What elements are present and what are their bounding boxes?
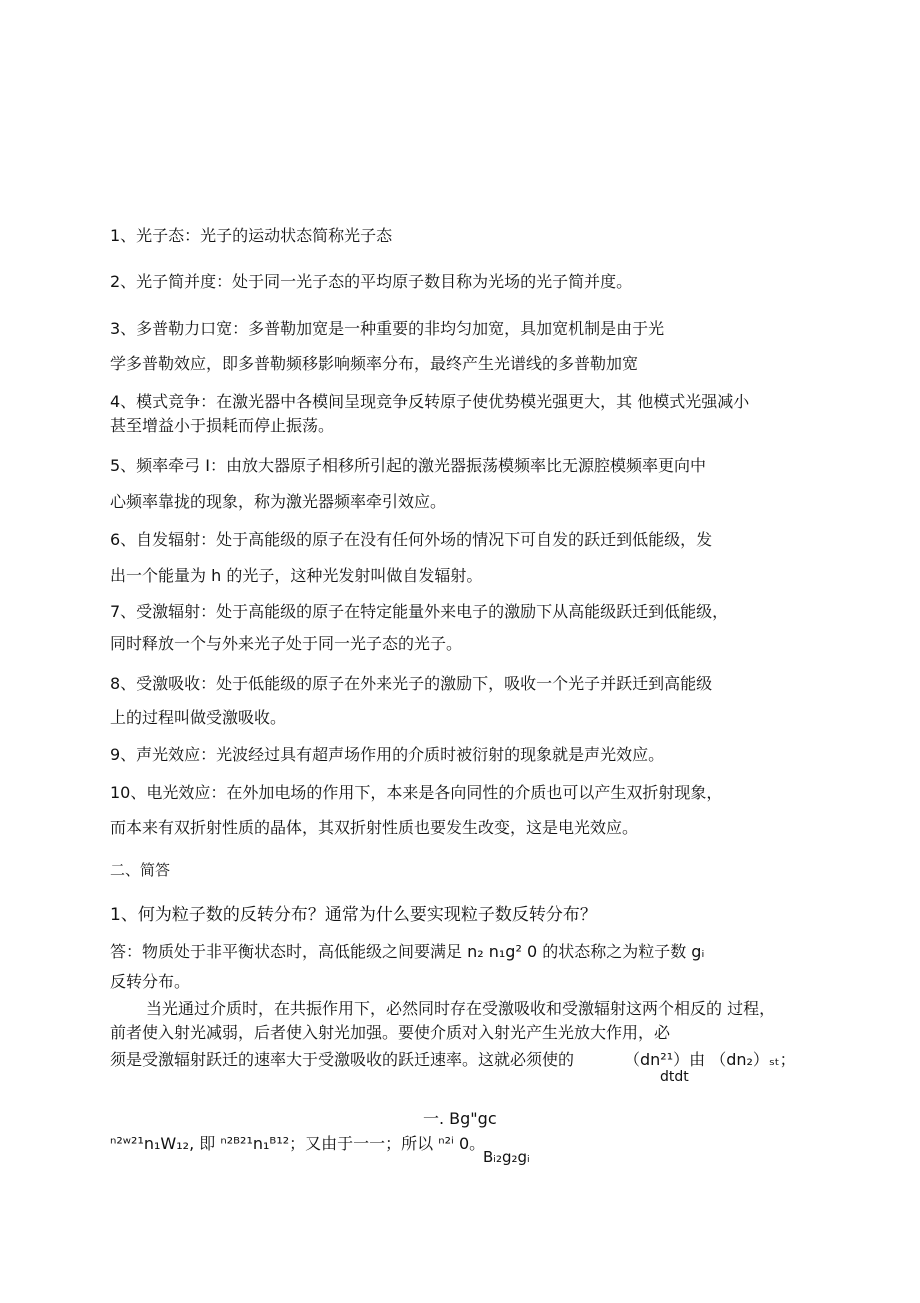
answer-line-2: 反转分布。: [110, 972, 191, 991]
definition-line-4b: 甚至增益小于损耗而停止振荡。: [110, 416, 335, 435]
answer-line-4: 前者使入射光减弱，后者使入射光加强。要使介质对入射光产生光放大作用，必: [110, 1023, 671, 1042]
section-title: 二、简答: [110, 861, 171, 879]
question-title: 1、何为粒子数的反转分布？通常为什么要实现粒子数反转分布？: [110, 905, 597, 925]
definition-line-7a: 7、受激辐射：处于高能级的原子在特定能量外来电子的激励下从高能级跃迁到低能级，: [110, 602, 729, 621]
answer-line-3: 当光通过介质时，在共振作用下，必然同时存在受激吸收和受激辐射这两个相反的 过程，: [146, 999, 776, 1018]
definition-line-8b: 上的过程叫做受激吸收。: [110, 708, 287, 727]
answer-line-5-formula: （dn²¹）由 （dn₂）ₛₜ；: [624, 1050, 796, 1069]
formula-main: ⁿ²ʷ²¹n₁W₁₂, 即 ⁿ²ᴮ²¹n₁ᴮ¹²；又由于一一；所以 ⁿ²ⁱ 0。: [110, 1134, 486, 1153]
formula-top: 一. Bg"gc: [423, 1109, 497, 1128]
answer-line-5-subscript: dtdt: [660, 1069, 689, 1085]
definition-line-9: 9、声光效应：光波经过具有超声场作用的介质时被衍射的现象就是声光效应。: [110, 745, 665, 764]
definition-line-10b: 而本来有双折射性质的晶体，其双折射性质也要发生改变，这是电光效应。: [110, 818, 639, 837]
definition-line-7b: 同时释放一个与外来光子处于同一光子态的光子。: [110, 634, 463, 653]
answer-line-5: 须是受激辐射跃迁的速率大于受激吸收的跃迁速率。这就必须使的: [110, 1050, 575, 1069]
definition-line-6b: 出一个能量为 h 的光子，这种光发射叫做自发辐射。: [110, 566, 483, 585]
formula-bottom: Bᵢ₂g₂gᵢ: [483, 1148, 530, 1166]
definition-line-6a: 6、自发辐射：处于高能级的原子在没有任何外场的情况下可自发的跃迁到低能级，发: [110, 530, 713, 549]
definition-line-3a: 3、多普勒力口宽：多普勒加宽是一种重要的非均匀加宽，具加宽机制是由于光: [110, 319, 665, 338]
definition-line-5b: 心频率靠拢的现象，称为激光器频率牵引效应。: [110, 492, 447, 511]
definition-line-10a: 10、电光效应：在外加电场的作用下，本来是各向同性的介质也可以产生双折射现象，: [110, 783, 723, 802]
definition-line-8a: 8、受激吸收：处于低能级的原子在外来光子的激励下，吸收一个光子并跃迁到高能级: [110, 674, 713, 693]
definition-line-3b: 学多普勒效应，即多普勒频移影响频率分布，最终产生光谱线的多普勒加宽: [110, 354, 639, 373]
definition-line-5a: 5、频率牵弓 I：由放大器原子相移所引起的激光器振荡模频率比无源腔模频率更向中: [110, 456, 706, 475]
definition-line-2: 2、光子简并度：处于同一光子态的平均原子数目称为光场的光子简并度。: [110, 272, 633, 291]
definition-line-1: 1、光子态：光子的运动状态简称光子态: [110, 226, 393, 245]
definition-line-4a: 4、模式竞争：在激光器中各模间呈现竞争反转原子使优势模光强更大，其 他模式光强减小: [110, 392, 750, 411]
answer-line-1: 答：物质处于非平衡状态时，高低能级之间要满足 n₂ n₁g² 0 的状态称之为粒子数 gᵢ: [110, 942, 705, 961]
